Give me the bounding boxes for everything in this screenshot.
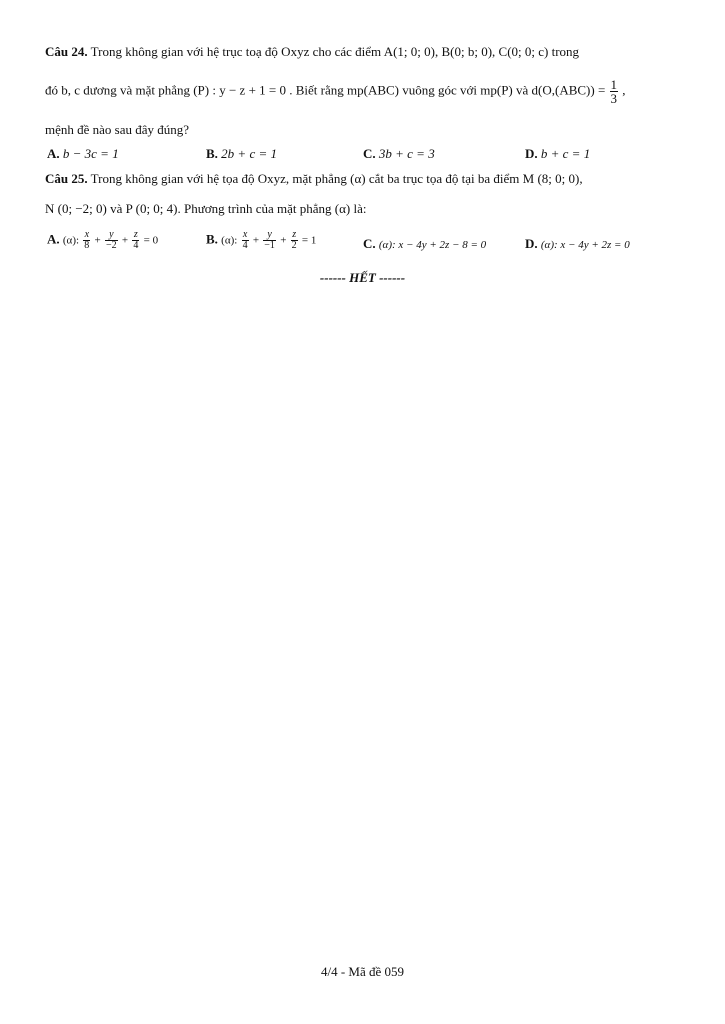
q25-line2 (45, 201, 366, 217)
q25-option-b-rhs: = 1 (301, 234, 317, 247)
q24-option-a-key: A. (47, 146, 60, 161)
q25-option-d-key: D. (525, 236, 538, 251)
q25-option-a-frac-y (105, 230, 118, 251)
q25-stem-1: Trong không gian với hệ tọa độ Oxyz, mặt phẳng (α) cắt ba trục tọa độ tại ba điểm M (8; 0; 0), (90, 171, 583, 186)
q24-label: Câu 24. (45, 44, 88, 59)
q25-option-a[interactable] (47, 230, 158, 251)
q24-option-c-text: 3b + c = 3 (378, 146, 435, 161)
frac-den: 2 (291, 240, 297, 251)
plus-sign: + (94, 234, 101, 247)
frac-num: y (263, 230, 276, 241)
q24-stem-2: đó b, c dương và mặt phẳng (P) : y − z + 1 = 0 . Biết rằng mp(ABC) vuông góc với mp(P) và d(O,(ABC)) = (45, 82, 606, 98)
q24-line2 (45, 78, 626, 105)
q24-frac-num: 1 (610, 77, 618, 92)
q24-option-b-text: 2b + c = 1 (221, 146, 277, 161)
q24-line3 (45, 122, 189, 138)
frac-den: 8 (84, 240, 90, 251)
plus-sign: + (121, 234, 129, 247)
frac-num: y (105, 230, 118, 241)
q25-stem-2: N (0; −2; 0) và P (0; 0; 4). Phương trình của mặt phẳng (α) là: (45, 201, 367, 216)
frac-den: −2 (106, 240, 117, 251)
q25-option-c[interactable] (363, 236, 486, 253)
q24-option-a[interactable] (47, 146, 119, 162)
q24-stem-2-end: , (622, 82, 626, 98)
page-footer: 4/4 - Mã đề 059 (320, 964, 405, 979)
q25-line1 (45, 171, 583, 187)
q25-option-a-frac-z (132, 230, 139, 251)
frac-num: x (84, 229, 90, 240)
frac-num: x (242, 229, 248, 240)
q25-option-b-frac-y (263, 230, 276, 251)
q25-option-b-frac-x (242, 230, 249, 251)
q25-option-b-frac-z (291, 230, 298, 251)
frac-den: −1 (264, 240, 275, 251)
q24-option-d-key: D. (525, 146, 538, 161)
q24-line1 (45, 44, 579, 60)
q24-option-c-key: C. (363, 146, 376, 161)
q25-option-b-prefix: (α): (221, 234, 238, 247)
q24-stem-1: Trong không gian với hệ trục toạ độ Oxyz cho các điểm A(1; 0; 0), B(0; b; 0), C(0; 0; c) trong (90, 44, 580, 59)
q25-option-a-frac-x (83, 230, 90, 251)
plus-sign: + (280, 234, 287, 247)
q24-option-b[interactable] (206, 146, 277, 162)
end-marker: ------ HẾT ------ (319, 270, 406, 285)
q24-fraction (610, 78, 619, 105)
q25-option-b-key: B. (206, 231, 218, 247)
q24-frac-den: 3 (610, 91, 618, 106)
q25-option-d[interactable] (525, 236, 630, 253)
frac-den: 4 (242, 240, 248, 251)
q24-option-c[interactable] (363, 146, 435, 162)
q24-stem-3: mệnh đề nào sau đây đúng? (45, 122, 190, 137)
q25-option-c-key: C. (363, 236, 376, 251)
q24-option-a-text: b − 3c = 1 (62, 146, 119, 161)
frac-den: 4 (133, 240, 139, 251)
q25-option-a-rhs: = 0 (143, 234, 159, 247)
q25-option-c-text: (α): x − 4y + 2z − 8 = 0 (378, 239, 487, 251)
q24-option-d-text: b + c = 1 (540, 146, 591, 161)
plus-sign: + (252, 234, 260, 247)
q25-option-a-key: A. (47, 231, 60, 247)
q25-option-b[interactable] (206, 230, 316, 251)
q24-option-b-key: B. (206, 146, 218, 161)
q25-option-a-prefix: (α): (62, 234, 80, 247)
q25-label: Câu 25. (45, 171, 88, 186)
frac-num: z (133, 229, 138, 240)
frac-num: z (292, 229, 297, 240)
q24-option-d[interactable] (525, 146, 590, 162)
q25-option-d-text: (α): x − 4y + 2z = 0 (540, 239, 630, 251)
